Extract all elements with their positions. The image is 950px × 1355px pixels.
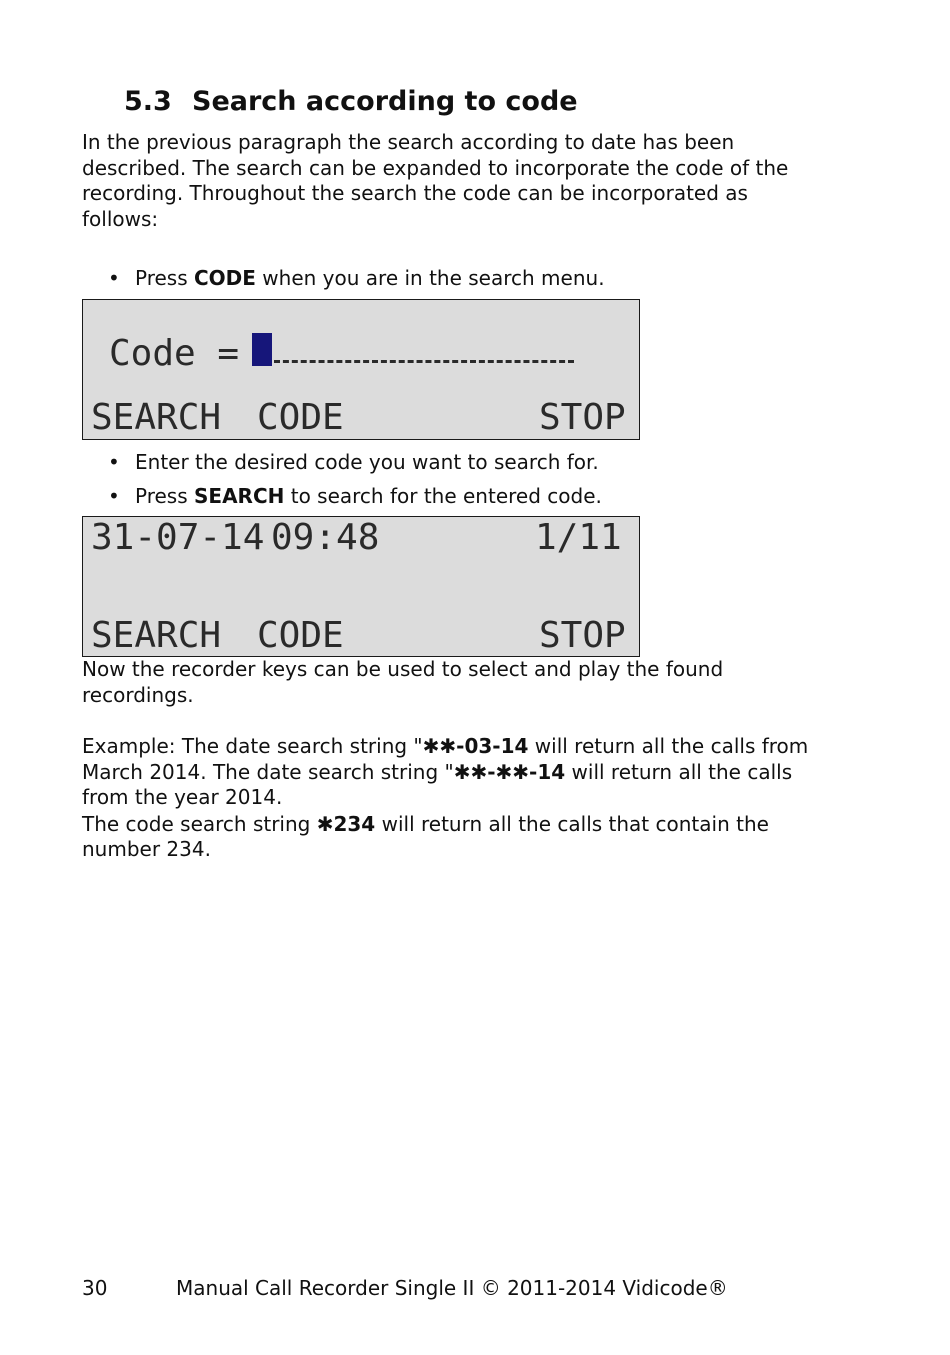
example-line (82, 760, 808, 786)
lcd-softkey-code[interactable]: CODE (257, 397, 344, 438)
example-line (82, 812, 808, 838)
footer-text: Manual Call Recorder Single II © 2011-2014 Vidicode® (176, 1276, 728, 1300)
bullet-dot: • (108, 266, 120, 290)
lcd-result-time: 09:48 (271, 517, 380, 558)
lcd-softkey-stop[interactable]: STOP (539, 397, 626, 438)
lcd-softkey-code[interactable]: CODE (257, 615, 344, 656)
section-heading (124, 86, 578, 117)
bullet-text: Enter the desired code you want to search for. (135, 450, 599, 474)
lcd-softkey-search[interactable]: SEARCH (91, 615, 222, 656)
bullet-text-post: to search for the entered code. (284, 484, 602, 508)
lcd-result-counter: 1/11 (535, 517, 622, 558)
lcd-softkey-stop[interactable]: STOP (539, 615, 626, 656)
lcd-code-label: Code = (109, 333, 240, 374)
date-search-string: ✱✱-03-14 (422, 734, 529, 758)
lcd-text-cursor[interactable] (252, 333, 272, 366)
page-number: 30 (82, 1276, 108, 1300)
paragraph-line: Now the recorder keys can be used to select and play the found (82, 657, 724, 681)
lcd-code-input-field[interactable] (274, 360, 574, 363)
key-search: SEARCH (194, 484, 285, 508)
paragraph-line: recordings. (82, 682, 194, 707)
example-line: number 234. (82, 837, 211, 861)
example-text: will return all the calls that contain the (375, 811, 769, 836)
section-title: Search according to code (192, 86, 578, 117)
bullet-text-pre: Press (135, 266, 194, 290)
intro-line: described. The search can be expanded to incorporate the code of the (82, 155, 789, 180)
bullet-press-search (108, 484, 602, 509)
example-paragraph (82, 734, 808, 863)
key-code: CODE (194, 266, 256, 290)
intro-line: recording. Throughout the search the code can be incorporated as (82, 181, 748, 205)
example-text: will return all the calls from (528, 734, 809, 758)
section-number: 5.3 (124, 86, 172, 117)
lcd-code-entry-display (82, 299, 640, 440)
bullet-dot: • (108, 484, 120, 508)
example-text: Example: The date search string " (82, 734, 423, 758)
intro-line: In the previous paragraph the search according to date has been (82, 130, 735, 154)
lcd-search-result-display (82, 516, 640, 657)
example-text: The code search string (82, 811, 317, 836)
date-search-string: ✱✱-✱✱-14 (453, 759, 566, 784)
intro-paragraph (82, 130, 788, 232)
intro-line: follows: (82, 206, 159, 231)
example-line (82, 734, 808, 760)
bullet-enter-code (108, 450, 599, 475)
after-lcd-paragraph (82, 657, 723, 708)
example-text: will return all the calls (565, 759, 793, 784)
example-text: March 2014. The date search string " (82, 759, 454, 784)
bullet-text-post: when you are in the search menu. (255, 266, 605, 290)
lcd-result-date: 31-07-14 (91, 517, 265, 558)
example-line: from the year 2014. (82, 785, 283, 809)
code-search-string: ✱234 (316, 811, 376, 836)
bullet-text-pre: Press (135, 484, 194, 508)
bullet-dot: • (108, 450, 120, 474)
lcd-softkey-search[interactable]: SEARCH (91, 397, 222, 438)
bullet-press-code (108, 266, 605, 291)
